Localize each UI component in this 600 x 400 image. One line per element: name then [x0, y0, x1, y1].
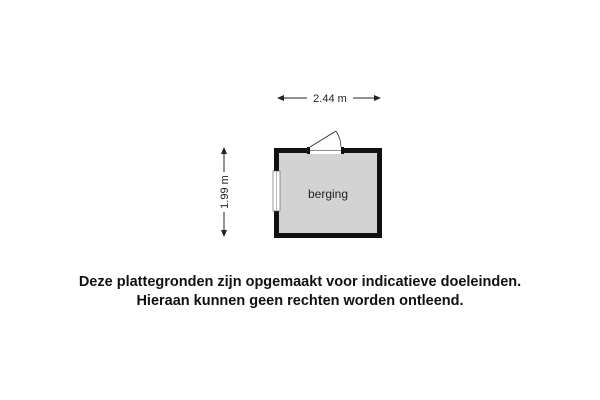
door-swing-arc	[336, 131, 341, 147]
height-dimension	[216, 147, 232, 237]
door-leaf	[310, 131, 336, 147]
disclaimer-line-1: Deze plattegronden zijn opgemaakt voor indicatieve doeleinden.	[78, 274, 522, 290]
width-dimension	[277, 90, 381, 106]
width-dimension-label: 2.44 m	[313, 93, 347, 105]
disclaimer	[0, 273, 600, 311]
height-dimension-label: 1.99 m	[219, 175, 231, 209]
width-arrow-left	[277, 95, 284, 101]
room-berging	[273, 131, 382, 238]
window-left-wall	[273, 171, 280, 211]
room-label: berging	[307, 187, 349, 201]
disclaimer-line-2: Hieraan kunnen geen rechten worden ontleend.	[136, 293, 464, 309]
door-top-wall	[307, 131, 344, 154]
height-arrow-bottom	[221, 230, 227, 237]
width-arrow-right	[374, 95, 381, 101]
height-arrow-top	[221, 147, 227, 154]
